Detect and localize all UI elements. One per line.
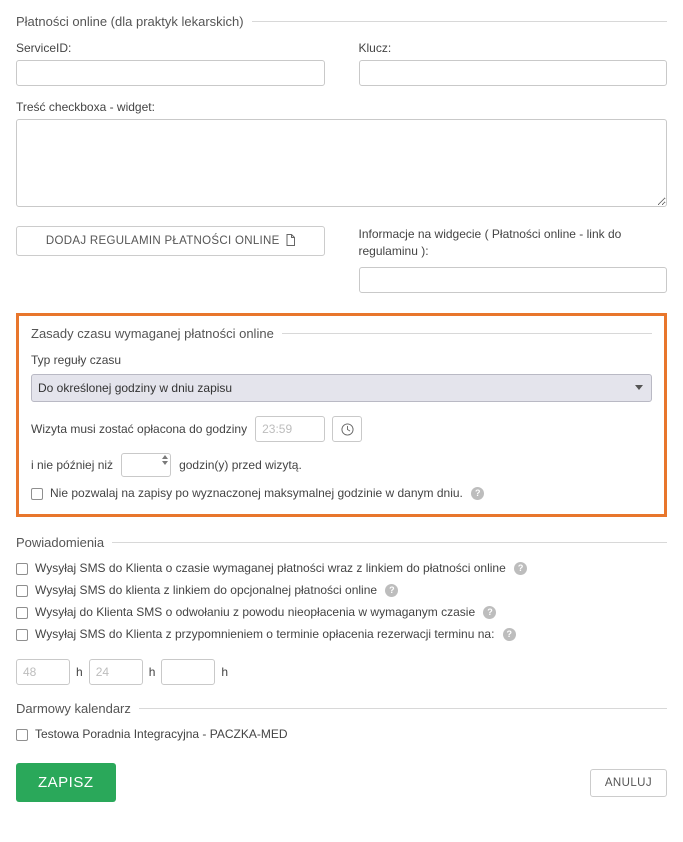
- section-time-rules: [31, 326, 652, 500]
- notification-sms-reminder-checkbox[interactable]: [16, 629, 28, 641]
- form-actions: [16, 763, 667, 802]
- online-payments-legend-text: Płatności online (dla praktyk lekarskich): [16, 14, 244, 29]
- block-after-hour-label: Nie pozwalaj na zapisy po wyznaczonej maksymalnej godzinie w danym dniu.: [50, 486, 463, 500]
- notification-label: Wysyłaj do Klienta SMS o odwołaniu z powodu nieopłacenia w wymaganym czasie: [35, 605, 476, 619]
- reminder-hours-suffix-2: h: [148, 665, 156, 679]
- serviceid-key-row: [16, 41, 667, 86]
- add-regulations-button-label: DODAJ REGULAMIN PŁATNOŚCI ONLINE: [45, 235, 280, 247]
- checkbox-text-label: Treść checkboxa - widget:: [16, 100, 155, 114]
- notification-row: [16, 627, 667, 641]
- notification-sms-optional-payment-checkbox[interactable]: [16, 585, 28, 597]
- free-calendar-legend-text: Darmowy kalendarz: [16, 701, 131, 716]
- widget-info-group: [359, 226, 668, 293]
- notification-label: Wysyłaj SMS do Klienta z przypomnieniem o terminie opłacenia rezerwacji terminu na:: [35, 627, 495, 641]
- notification-row: [16, 583, 667, 597]
- checkbox-text-textarea[interactable]: [16, 119, 667, 207]
- notifications-legend: [16, 535, 667, 550]
- document-icon: [286, 234, 295, 249]
- serviceid-field-group: [16, 41, 325, 86]
- help-icon[interactable]: ?: [471, 487, 484, 500]
- section-free-calendar: [16, 701, 667, 741]
- stepper-down-icon[interactable]: [162, 461, 168, 465]
- help-icon[interactable]: ?: [514, 562, 527, 575]
- notification-sms-cancellation-checkbox[interactable]: [16, 607, 28, 619]
- stepper-arrows[interactable]: [162, 455, 168, 465]
- free-calendar-checkbox[interactable]: [16, 729, 28, 741]
- regulations-row: [16, 226, 667, 293]
- free-calendar-legend: [16, 701, 667, 716]
- reminder-hours-suffix-3: h: [221, 665, 229, 679]
- widget-info-input[interactable]: [359, 267, 668, 293]
- notification-label-wrap: [35, 561, 527, 575]
- hours-before-stepper[interactable]: [121, 453, 171, 477]
- time-rules-legend-text: Zasady czasu wymaganej płatności online: [31, 326, 274, 341]
- payment-time-rules-highlight: [16, 313, 667, 517]
- block-after-hour-label-wrap: [50, 486, 484, 500]
- notification-row: [16, 561, 667, 575]
- section-notifications: [16, 535, 667, 685]
- reminder-hours-input-3[interactable]: [161, 659, 215, 685]
- help-icon[interactable]: ?: [385, 584, 398, 597]
- save-button[interactable]: ZAPISZ: [16, 763, 116, 802]
- rule-type-select[interactable]: [31, 374, 652, 402]
- section-online-payments: [16, 14, 667, 293]
- free-calendar-row: [16, 727, 667, 741]
- notifications-legend-text: Powiadomienia: [16, 535, 105, 550]
- not-later-label: i nie później niż: [31, 458, 114, 472]
- hours-before-row: [31, 453, 652, 477]
- notification-label: Wysyłaj SMS do klienta z linkiem do opcjonalnej płatności online: [35, 583, 378, 597]
- rule-type-select-wrap: [31, 374, 652, 402]
- key-field-group: [359, 41, 668, 86]
- regulations-button-group: [16, 226, 325, 256]
- legend-divider: [252, 21, 667, 22]
- notification-label: Wysyłaj SMS do Klienta o czasie wymaganej płatności wraz z linkiem do płatności online: [35, 561, 506, 575]
- clock-icon-button[interactable]: [332, 416, 362, 442]
- help-icon[interactable]: ?: [503, 628, 516, 641]
- hours-before-suffix: godzin(y) przed wizytą.: [179, 458, 302, 472]
- rule-type-group: [31, 353, 652, 402]
- notification-sms-payment-time-checkbox[interactable]: [16, 563, 28, 575]
- time-rules-legend: [31, 326, 652, 341]
- key-label: Klucz:: [358, 41, 392, 55]
- checkbox-text-group: [16, 100, 667, 210]
- settings-page: [0, 14, 683, 842]
- key-input[interactable]: [359, 60, 668, 86]
- legend-divider: [139, 708, 667, 709]
- rule-type-label: Typ reguły czasu: [31, 353, 122, 367]
- legend-divider: [282, 333, 652, 334]
- serviceid-input[interactable]: [16, 60, 325, 86]
- pay-until-row: [31, 416, 652, 442]
- reminder-hours-input-2[interactable]: [89, 659, 143, 685]
- online-payments-legend: [16, 14, 667, 29]
- stepper-up-icon[interactable]: [162, 455, 168, 459]
- notification-row: [16, 605, 667, 619]
- pay-until-time-input[interactable]: [255, 416, 325, 442]
- legend-divider: [112, 542, 667, 543]
- reminder-hours-row: [16, 659, 667, 685]
- serviceid-label: ServiceID:: [16, 41, 72, 55]
- widget-info-label: Informacje na widgecie ( Płatności online - link do regulaminu ):: [358, 227, 622, 258]
- block-after-hour-row: [31, 486, 652, 500]
- notification-label-wrap: [35, 627, 516, 641]
- cancel-button[interactable]: ANULUJ: [590, 769, 667, 797]
- add-regulations-button[interactable]: [16, 226, 325, 256]
- help-icon[interactable]: ?: [483, 606, 496, 619]
- notification-label-wrap: [35, 605, 496, 619]
- free-calendar-item-label: Testowa Poradnia Integracyjna - PACZKA-MED: [35, 727, 288, 741]
- notification-label-wrap: [35, 583, 398, 597]
- pay-until-label: Wizyta musi zostać opłacona do godziny: [31, 422, 248, 436]
- block-after-hour-checkbox[interactable]: [31, 488, 43, 500]
- reminder-hours-input-1[interactable]: [16, 659, 70, 685]
- reminder-hours-suffix-1: h: [76, 665, 83, 679]
